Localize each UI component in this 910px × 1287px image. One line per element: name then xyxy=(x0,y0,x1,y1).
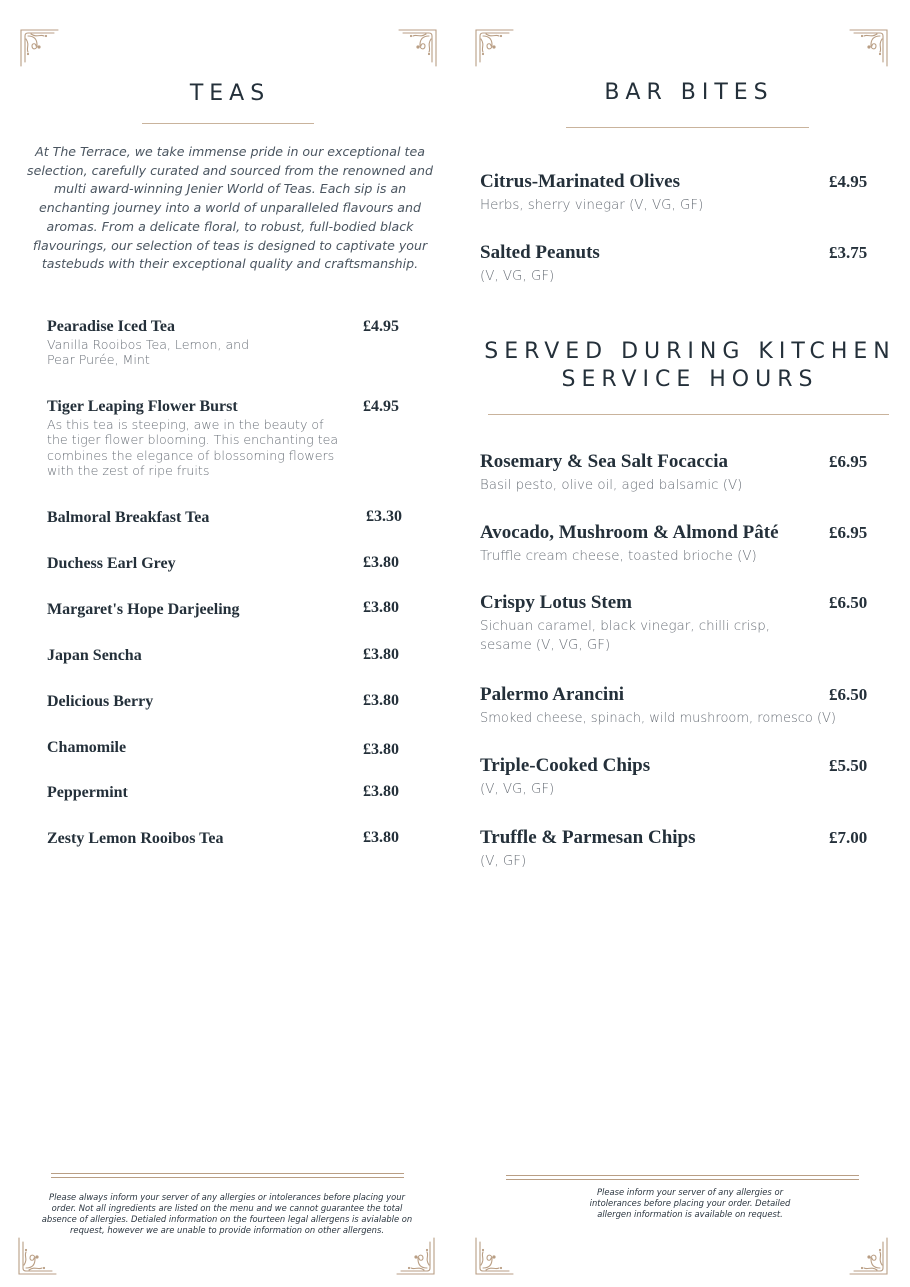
item-name: Palermo Arancini xyxy=(480,684,625,705)
kitchen-title xyxy=(455,338,910,394)
item-price: £4.95 xyxy=(363,318,399,335)
item-name: Zesty Lemon Rooibos Tea xyxy=(47,830,224,847)
footer-divider xyxy=(506,1175,859,1180)
item-price: £3.30 xyxy=(366,508,402,525)
item-price: £5.50 xyxy=(829,756,868,775)
item-price: £7.00 xyxy=(829,828,868,847)
bites-page xyxy=(455,0,910,1287)
flourish-corner-icon xyxy=(395,1236,437,1278)
item-price: £3.80 xyxy=(363,829,399,846)
menu-item xyxy=(480,171,875,215)
item-price: £6.95 xyxy=(829,523,868,542)
menu-item xyxy=(47,692,399,711)
menu-item xyxy=(480,755,875,799)
item-price: £3.80 xyxy=(363,646,399,663)
menu-item xyxy=(47,318,399,368)
flourish-corner-icon xyxy=(397,26,439,68)
bar-bites-title: BAR BITES xyxy=(604,80,774,105)
item-price: £3.80 xyxy=(363,692,399,709)
item-price: £6.50 xyxy=(829,685,868,704)
flourish-corner-icon xyxy=(473,1236,515,1278)
item-name: Japan Sencha xyxy=(47,647,142,664)
item-name: Margaret's Hope Darjeeling xyxy=(47,601,240,618)
allergen-note: Please inform your server of any allergies or intolerances before placing your order. Detailed allergen information is available on request. xyxy=(589,1187,791,1219)
item-price: £3.80 xyxy=(363,599,399,616)
menu-item xyxy=(47,554,399,573)
item-name: Triple-Cooked Chips xyxy=(480,755,651,776)
item-name: Pearadise Iced Tea xyxy=(47,318,175,335)
item-name: Rosemary & Sea Salt Focaccia xyxy=(480,451,728,472)
allergen-note: Please always inform your server of any allergies or intolerances before placing your order. Not all ingredients are listed on the menu and we cannot guarantee the total absence of allergies. Detialed information on the fourteen legal allergens is avialable on request, however we are unable to provide information on other allergens. xyxy=(41,1192,413,1235)
item-description: As this tea is steeping, awe in the beauty of the tiger flower blooming. This enchanting tea combines the elegance of blossoming flowers with the zest of ripe fruits xyxy=(47,417,339,479)
item-name: Avocado, Mushroom & Almond Pâté xyxy=(480,522,779,543)
item-price: £6.50 xyxy=(829,593,868,612)
title-divider xyxy=(488,414,889,415)
item-description: (V, VG, GF) xyxy=(480,782,555,797)
menu-item xyxy=(480,522,875,566)
item-price: £6.95 xyxy=(829,452,868,471)
item-name: Salted Peanuts xyxy=(480,242,600,263)
kitchen-title-line: SERVED DURING KITCHEN xyxy=(484,339,896,364)
menu-item xyxy=(47,739,399,758)
item-price: £3.80 xyxy=(363,554,399,571)
item-description: Truffle cream cheese, toasted brioche (V) xyxy=(480,549,757,564)
menu-item xyxy=(47,508,402,527)
teas-title: TEAS xyxy=(189,81,271,106)
item-name: Truffle & Parmesan Chips xyxy=(480,827,696,848)
item-price: £3.75 xyxy=(829,243,868,262)
flourish-corner-icon xyxy=(18,26,60,68)
flourish-corner-icon xyxy=(16,1236,58,1278)
item-name: Delicious Berry xyxy=(47,693,154,710)
item-description: Basil pesto, olive oil, aged balsamic (V) xyxy=(480,478,743,493)
item-name: Peppermint xyxy=(47,784,128,801)
item-name: Crispy Lotus Stem xyxy=(480,592,633,613)
menu-item xyxy=(47,829,399,848)
item-description: Herbs, sherry vinegar (V, VG, GF) xyxy=(480,198,704,213)
menu-item xyxy=(47,646,399,665)
item-price: £3.80 xyxy=(363,741,399,758)
item-description: Vanilla Rooibos Tea, Lemon, and Pear Purée, Mint xyxy=(47,337,250,368)
menu-item xyxy=(480,684,875,728)
item-description: Sichuan caramel, black vinegar, chilli crisp, sesame (V, VG, GF) xyxy=(480,619,771,653)
menu-item xyxy=(47,599,399,619)
item-name: Tiger Leaping Flower Burst xyxy=(47,398,238,415)
menu-item xyxy=(47,783,399,802)
flourish-corner-icon xyxy=(848,1236,890,1278)
teas-intro: At The Terrace, we take immense pride in our exceptional tea selection, carefully curated and sourced from the renowned and multi award-winning Jenier World of Teas. Each sip is an enchanting journey into a world of unparalleled flavours and aromas. From a delicate floral, to robust, full-bodied black flavourings, our selection of teas is designed to captivate your tastebuds with their exceptional quality and craftsmanship. xyxy=(27,144,433,272)
item-price: £4.95 xyxy=(829,172,868,191)
item-name: Chamomile xyxy=(47,739,127,756)
item-description: (V, GF) xyxy=(480,854,527,869)
menu-item xyxy=(480,451,875,495)
menu-item xyxy=(47,398,399,479)
item-description: Smoked cheese, spinach, wild mushroom, romesco (V) xyxy=(480,711,836,726)
title-divider xyxy=(142,123,314,124)
item-price: £4.95 xyxy=(363,398,399,415)
flourish-corner-icon xyxy=(473,26,515,68)
item-name: Duchess Earl Grey xyxy=(47,555,176,572)
item-name: Citrus-Marinated Olives xyxy=(480,171,681,192)
item-price: £3.80 xyxy=(363,783,399,800)
menu-item xyxy=(480,592,875,655)
item-description: (V, VG, GF) xyxy=(480,269,555,284)
flourish-corner-icon xyxy=(848,26,890,68)
menu-item xyxy=(480,827,875,871)
menu-item xyxy=(480,242,875,286)
footer-divider xyxy=(51,1173,404,1178)
title-divider xyxy=(566,127,809,128)
item-name: Balmoral Breakfast Tea xyxy=(47,509,210,526)
kitchen-title-line: SERVICE HOURS xyxy=(561,367,819,392)
